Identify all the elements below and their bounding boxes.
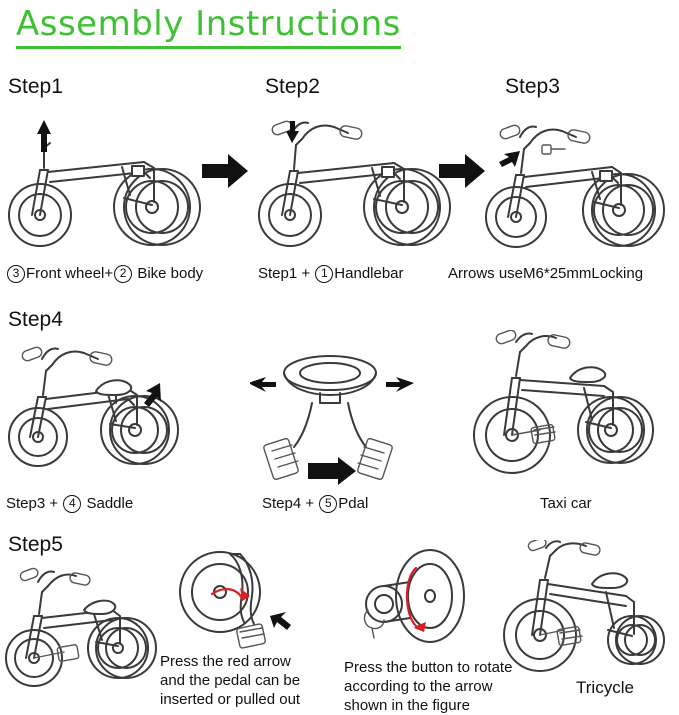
caption-step3: Arrows useM6*25mmLocking [448, 265, 644, 282]
circled-number-1: 1 [315, 265, 333, 283]
step-label-1: Step1 [8, 75, 63, 98]
caption-pedal-text1: Step4 + [262, 495, 319, 512]
step-label-2: Step2 [265, 75, 320, 98]
caption-pedal-instruction: Press the red arrow and the pedal can be inserted or pulled out [160, 653, 301, 708]
caption-step2 [258, 264, 404, 283]
caption-pedal [262, 494, 368, 513]
circled-number-2: 2 [114, 265, 132, 283]
circled-number-4: 4 [63, 495, 81, 513]
figure-step3-locking-screw [480, 105, 679, 260]
figure-pedal-red-arrow [178, 548, 298, 658]
figure-step5-balance-bike [2, 560, 172, 710]
caption-step4 [6, 494, 133, 513]
figure-step4-saddle [4, 335, 234, 480]
caption-step4-text2: Saddle [86, 495, 134, 512]
caption-step2-text1: Step1 + [258, 265, 315, 282]
caption-tricycle: Tricycle [576, 678, 634, 697]
circled-number-3: 3 [7, 265, 25, 283]
step-label-4: Step4 [8, 308, 63, 331]
caption-step1 [6, 264, 203, 283]
caption-step1-text1: Front wheel+ [26, 265, 114, 282]
caption-taxi-car: Taxi car [540, 495, 592, 512]
caption-step1-text2: Bike body [137, 265, 204, 282]
caption-step2-text2: Handlebar [334, 265, 404, 282]
caption-pedal-text2: Pdal [338, 495, 369, 512]
circled-number-5: 5 [319, 495, 337, 513]
step-label-3: Step3 [505, 75, 560, 98]
step-label-5: Step5 [8, 533, 63, 556]
figure-taxi-car [460, 330, 675, 485]
caption-button-instruction: Press the button to rotate according to the arrow shown in the figure [344, 659, 513, 714]
big-arrow-icon-1 [200, 152, 250, 195]
caption-step4-text1: Step3 + [6, 495, 63, 512]
page-title: Assembly Instructions [16, 4, 401, 49]
figure-button-rotate [350, 548, 490, 663]
figure-step5-pedals [250, 345, 430, 485]
